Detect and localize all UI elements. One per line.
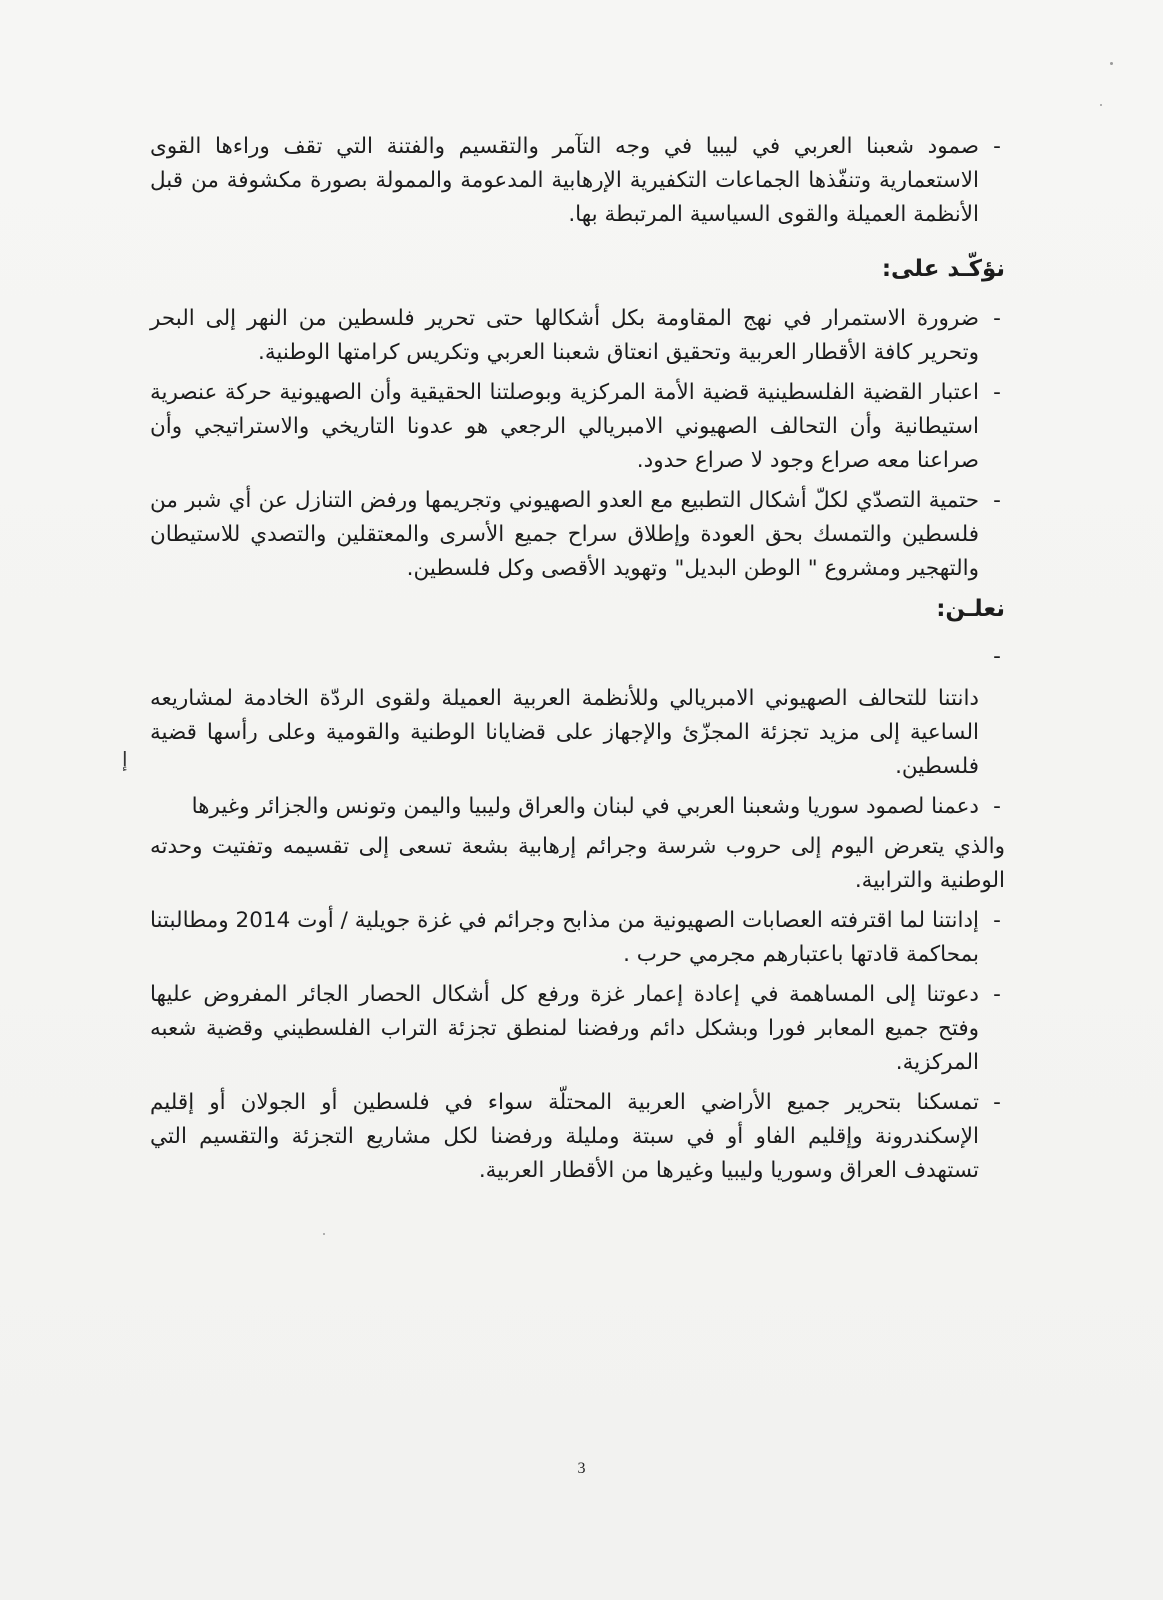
paragraph-text: اعتبار القضية الفلسطينية قضية الأمة المركزية وبوصلتنا الحقيقية وأن الصهيونية حركة عنصرية استيطانية وأن التحالف الصهيوني الامبريالي الرجعي هو عدونا التاريخي والاستراتيجي وأن صراعنا معه صراع وجود لا صراع حدود. — [150, 380, 979, 473]
bullet-dash: - — [993, 488, 1001, 513]
paragraph-text: إدانتنا لما اقترفته العصابات الصهيونية من مذابح وجرائم في غزة جويلية / أوت 2014 ومطالبتنا بمحاكمة قادتها باعتبارهم مجرمي حرب . — [150, 908, 979, 967]
paragraph-text: دعمنا لصمود سوريا وشعبنا العربي في لبنان والعراق وليبيا واليمن وتونس والجزائر وغيرها — [191, 794, 979, 819]
paragraph-support-syria — [150, 790, 1005, 824]
scan-speck — [1110, 62, 1113, 65]
bullet-dash: - — [993, 134, 1001, 159]
section-heading-we-declare: نعلـن: — [936, 596, 1005, 622]
paragraph-gaza-reconstruction — [150, 978, 1005, 1080]
bullet-dash: - — [993, 908, 1001, 933]
paragraph-text: والذي يتعرض اليوم إلى حروب شرسة وجرائم إرهابية بشعة تسعى إلى تقسيمه وتفتيت وحدته الوطنية والترابية. — [150, 834, 1005, 893]
scan-speck — [1100, 104, 1102, 106]
paragraph-text: دعوتنا إلى المساهمة في إعادة إعمار غزة ورفع كل أشكال الحصار الجائر المفروض عليها وفتح جميع المعابر فورا وبشكل دائم ورفضنا لمنطق تجزئة التراب الفلسطيني وقضية شعبه المركزية. — [150, 982, 979, 1075]
bullet-dash: - — [993, 982, 1001, 1007]
scan-speck — [323, 1233, 325, 1235]
paragraph-libya — [150, 130, 1005, 232]
section-heading-we-affirm: نؤكّـد على: — [881, 256, 1005, 282]
bullet-dash: - — [993, 644, 1001, 669]
page-number: 3 — [577, 1460, 586, 1477]
paragraph-gaza-condemnation — [150, 904, 1005, 972]
paragraph-text: حتمية التصدّي لكلّ أشكال التطبيع مع العدو الصهيوني وتجريمها ورفض التنازل عن أي شبر من فلسطين والتمسك بحق العودة وإطلاق سراح جميع الأسرى والمعتقلين والتصدي للاستيطان والتهجير ومشروع " الوطن البديل" وتهويد الأقصى وكل فلسطين. — [150, 488, 979, 581]
paragraph-normalization — [150, 484, 1005, 586]
bullet-dash: - — [993, 380, 1001, 405]
paragraph-occupied-lands — [150, 1086, 1005, 1188]
bullet-dash: - — [993, 1090, 1001, 1115]
bullet-dash: - — [993, 794, 1001, 819]
paragraph-text: تمسكنا بتحرير جميع الأراضي العربية المحتلّة سواء في فلسطين أو الجولان أو إقليم الإسكندرونة وإقليم الفاو أو في سبتة ومليلة ورفضنا لكل مشاريع التجزئة والتقسيم التي تستهدف العراق وسوريا وليبيا وغيرها من الأقطار العربية. — [150, 1090, 979, 1183]
document-body — [150, 130, 1005, 1194]
paragraph-resistance — [150, 302, 1005, 370]
bullet-dash: - — [993, 306, 1001, 331]
paragraph-support-syria-continued — [150, 830, 1005, 898]
paragraph-condemnation — [150, 682, 1005, 784]
paragraph-palestine-cause — [150, 376, 1005, 478]
paragraph-text: ضرورة الاستمرار في نهج المقاومة بكل أشكالها حتى تحرير فلسطين من النهر إلى البحر وتحرير كافة الأقطار العربية وتحقيق انعتاق شعبنا العربي وتكريس كرامتها الوطنية. — [150, 306, 979, 365]
stray-mark: إ — [122, 747, 128, 771]
paragraph-empty-bullet — [150, 640, 1005, 674]
paragraph-text: صمود شعبنا العربي في ليبيا في وجه التآمر والتقسيم والفتنة التي تقف وراءها القوى الاستعمارية وتنفّذها الجماعات التكفيرية الإرهابية المدعومة والممولة بصورة مكشوفة من قبل الأنظمة العميلة والقوى السياسية المرتبطة بها. — [150, 134, 979, 227]
paragraph-text: دانتنا للتحالف الصهيوني الامبريالي وللأنظمة العربية العميلة ولقوى الردّة الخادمة لمشاريعه الساعية إلى مزيد تجزئة المجزّئ والإجهاز على قضايانا الوطنية والقومية وعلى رأسها قضية فلسطين. — [150, 686, 979, 779]
